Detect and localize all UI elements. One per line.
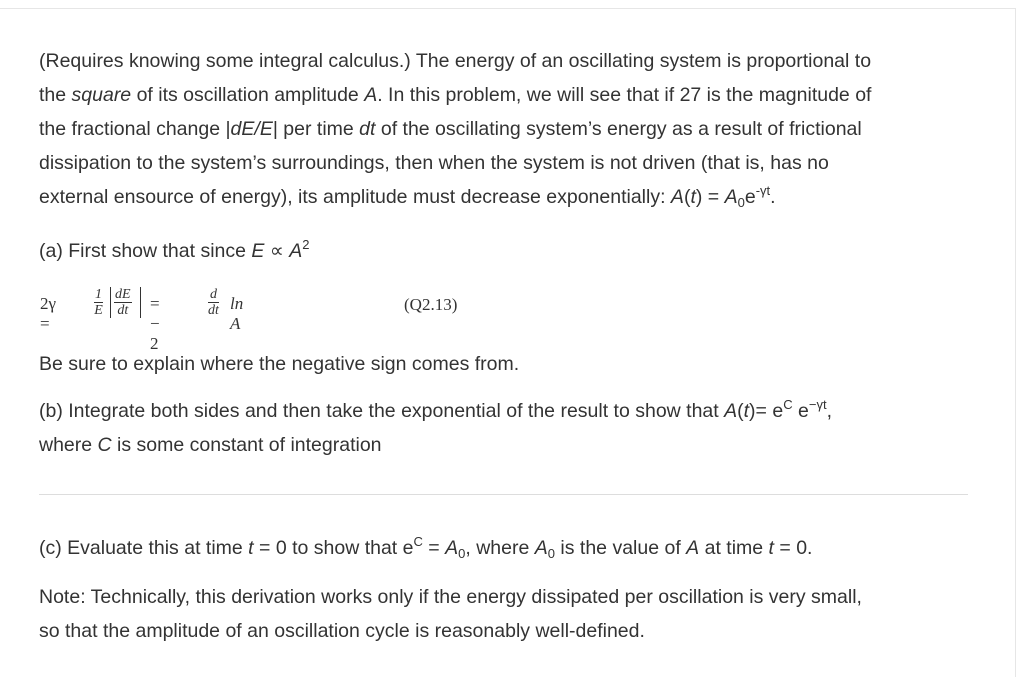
equation-lhs: 2γ =: [40, 294, 57, 333]
equation-ln-a: ln A: [230, 294, 244, 333]
fraction-de-dt: $\frac{dE}{dt}$: [115, 287, 131, 318]
intro-paragraph: [39, 44, 974, 214]
part-a-statement: (a) First show that since $E \propto A^2$: [39, 237, 310, 262]
equation-number: (Q2.13): [404, 295, 458, 314]
section-divider: [39, 494, 968, 495]
note-line-2: so that the amplitude of an oscillation cycle is reasonably well-defined.: [39, 620, 645, 642]
equation-minus-two: = − 2: [150, 294, 160, 353]
abs-bar-right: [140, 287, 141, 318]
fraction-d-dt: $\frac{d}{dt}$: [208, 287, 219, 318]
fraction-one-over-e: $\frac{1}{E}$: [94, 287, 103, 318]
part-a-note: Be sure to explain where the negative sign comes from.: [39, 353, 520, 375]
note-line-1: Note: Technically, this derivation works only if the energy dissipated per oscillation is very small,: [39, 586, 862, 608]
part-b-statement: [39, 394, 974, 462]
part-b-line-1: (b) Integrate both sides and then take the exponential of the result to show that $A(t)= e^C$ $e^{-\gamma t}$,: [39, 397, 832, 422]
abs-bar-left: [110, 287, 111, 318]
intro-line-4: dissipation to the system’s surroundings, then when the system is not driven (that is, has no: [39, 152, 829, 174]
note-paragraph: [39, 580, 974, 648]
intro-line-5: external ensource of energy), its amplitude must decrease exponentially: $A(t) = A_0e^{-\gamma t}$.: [39, 183, 776, 210]
intro-line-2: the square of its oscillation amplitude A. In this problem, we will see that if 27 is the magnitude of: [39, 84, 872, 106]
part-b-line-2: where C is some constant of integration: [39, 434, 382, 456]
intro-line-1: (Requires knowing some integral calculus.) The energy of an oscillating system is proportional to: [39, 50, 872, 72]
part-c-statement: (c) Evaluate this at time t = 0 to show that $e^C = A_0$, where $A_0$ is the value of A at time t = 0.: [39, 534, 813, 561]
intro-line-3: the fractional change |dE/E| per time dt of the oscillating system’s energy as a result of frictional: [39, 118, 862, 140]
